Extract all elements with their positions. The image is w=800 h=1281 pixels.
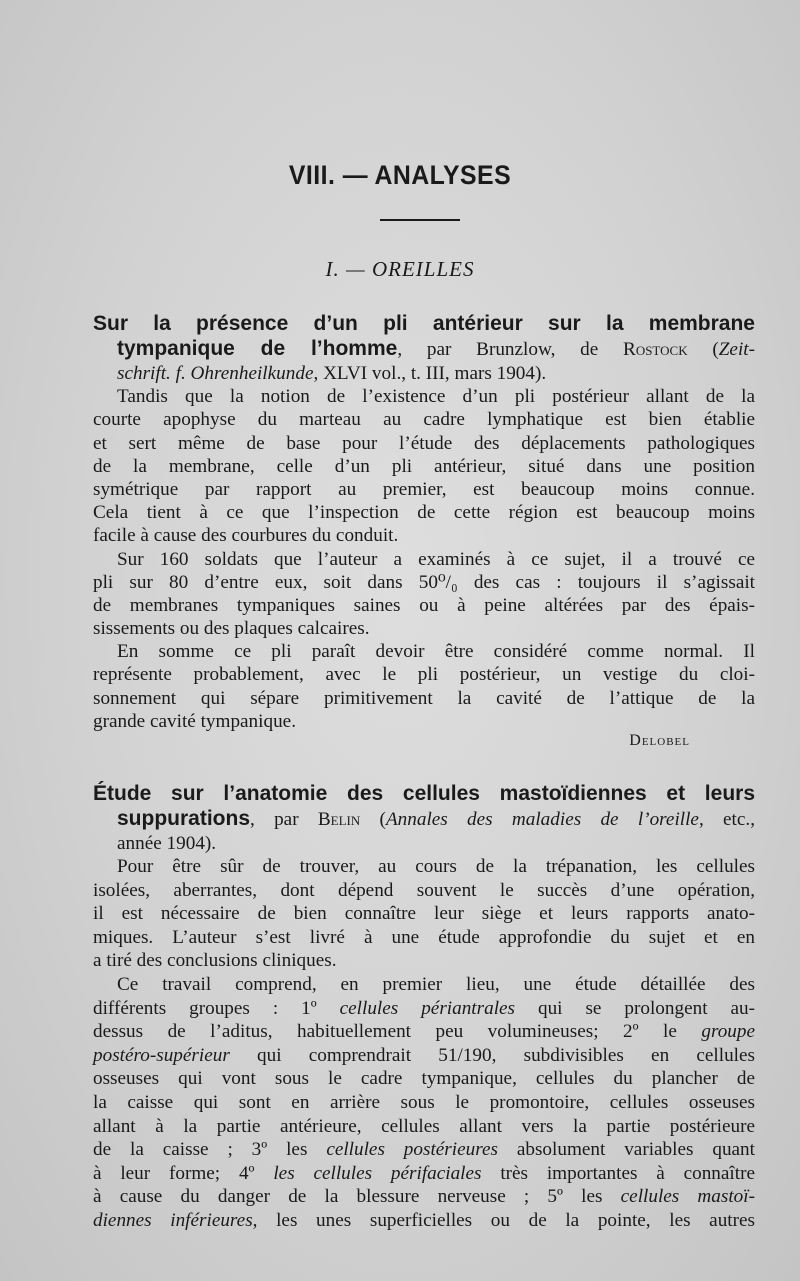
italic-run: cellules mastoï- bbox=[620, 1186, 755, 1208]
article-2-body-line bbox=[93, 1138, 755, 1162]
article-2-body-line bbox=[93, 1209, 755, 1233]
article-2-body-line: miques. L’auteur s’est livré à une étude approfondie du sujet et en bbox=[93, 926, 755, 948]
article-2-title-line-2 bbox=[93, 807, 755, 832]
italic-run: les cellules périfaciales bbox=[273, 1162, 482, 1184]
article-1-volume: , XLVI vol., t. III, mars 1904). bbox=[313, 363, 547, 384]
article-2-body-line: Ce travail comprend, en premier lieu, une étude détaillée des bbox=[117, 973, 755, 995]
article-2-body-line: Pour être sûr de trouver, au cours de la trépanation, les cellules bbox=[117, 856, 755, 877]
article-2-body-line: il est nécessaire de bien connaître leur siège et leurs rapports anato- bbox=[93, 903, 755, 925]
text-run: , les unes superficielles ou de la pointe, les autres bbox=[252, 1209, 755, 1231]
italic-run: groupe bbox=[701, 1021, 755, 1043]
article-1-body-line: pli sur 80 d’entre eux, soit dans 50⁰/₀ des cas : toujours il s’agissait bbox=[93, 571, 755, 593]
article-1-body-line: de membranes tympaniques saines ou à peine altérées par des épais- bbox=[93, 594, 755, 616]
article-2-body-line: isolées, aberrantes, dont dépend souvent le succès d’une opération, bbox=[93, 879, 755, 901]
article-2-body-line bbox=[93, 1020, 755, 1044]
article-1-body-line: courte apophyse du marteau au cadre lymphatique est bien établie bbox=[93, 409, 755, 431]
article-1-body-line: Sur 160 soldats que l’auteur a examinés à ce sujet, il a trouvé ce bbox=[117, 548, 755, 570]
article-1-body-line: facile à cause des courbures du conduit. bbox=[93, 525, 399, 547]
italic-run: cellules périantrales bbox=[339, 997, 516, 1019]
article-1-body-line: symétrique par rapport au premier, est beaucoup moins connue. bbox=[93, 478, 755, 500]
article-2-title-cont: suppurations bbox=[117, 807, 251, 830]
article-2-body-line: a tiré des conclusions cliniques. bbox=[93, 950, 337, 972]
article-2-byline: , par bbox=[250, 809, 318, 830]
sub-title: I. — OREILLES bbox=[325, 257, 475, 281]
article-1-body-line: de la membrane, celle d’un pli antérieur, situé dans une position bbox=[93, 455, 755, 477]
text-run: de la caisse ; 3º les bbox=[93, 1139, 327, 1161]
article-1-body-line: sissements ou des plaques calcaires. bbox=[93, 618, 370, 640]
article-2-paren: ( bbox=[360, 809, 386, 830]
article-1-body-line: Tandis que la notion de l’existence d’un pli postérieur allant de la bbox=[117, 386, 755, 408]
text-run: différents groupes : 1º bbox=[93, 997, 340, 1019]
italic-run: diennes inférieures bbox=[93, 1209, 253, 1231]
article-1-title-line-1 bbox=[93, 312, 755, 337]
text-run: très importantes à connaître bbox=[481, 1162, 755, 1184]
article-1-byline: , par Brunzlow, de bbox=[397, 339, 624, 360]
article-2-etc: , etc., bbox=[698, 809, 755, 830]
text-run: absolument variables quant bbox=[497, 1139, 755, 1161]
article-1-body-line: et sert même de base pour l’étude des déplacements pathologiques bbox=[93, 432, 755, 454]
article-2-body-line bbox=[93, 1162, 755, 1186]
article-1-body-line: grande cavité tympanique. bbox=[93, 710, 296, 732]
article-1-city: Rostock bbox=[623, 339, 688, 360]
article-1-body-line: En somme ce pli paraît devoir être considéré comme normal. Il bbox=[117, 641, 755, 663]
article-2-body-line bbox=[93, 997, 755, 1021]
article-1-journal-start: Zeit- bbox=[718, 339, 755, 360]
article-1 bbox=[93, 312, 755, 733]
article-1-body-line: Cela tient à ce que l’inspection de cette région est beaucoup moins bbox=[93, 502, 755, 524]
article-1-title-line-2 bbox=[93, 337, 755, 362]
text-run: à leur forme; 4º bbox=[93, 1162, 274, 1184]
article-2-title-line-1 bbox=[93, 782, 755, 807]
article-2-body-line: osseuses qui vont sous le cadre tympanique, cellules du plancher de bbox=[93, 1068, 755, 1090]
text-run: qui comprendrait 51/190, subdivisibles en cellules bbox=[229, 1044, 755, 1066]
article-2-heading bbox=[93, 782, 755, 856]
title-rule bbox=[380, 219, 460, 221]
article-1-signature: Delobel bbox=[629, 732, 690, 749]
italic-run: cellules postérieures bbox=[326, 1139, 498, 1161]
article-2-year-line: année 1904). bbox=[117, 833, 217, 854]
article-1-body-line: sonnement qui sépare primitivement la cavité de l’attique de la bbox=[93, 687, 755, 709]
article-2-body-line bbox=[93, 1185, 755, 1209]
text-run: dessus de l’aditus, habituellement peu volumineuses; 2º le bbox=[93, 1021, 702, 1043]
article-2-title: Étude sur l’anatomie des cellules mastoïdiennes et leurs bbox=[93, 782, 755, 805]
article-2-body-line: allant à la partie antérieure, cellules allant vers la partie postérieure bbox=[93, 1115, 755, 1137]
article-1-source-line bbox=[93, 362, 755, 385]
article-2-author: Belin bbox=[317, 809, 361, 830]
text-run: qui se prolongent au- bbox=[515, 997, 755, 1019]
article-2-body bbox=[93, 855, 755, 1233]
article-1-journal: schrift. f. Ohrenheilkunde bbox=[117, 363, 314, 384]
article-2-journal: Annales des maladies de l’oreille bbox=[385, 809, 699, 830]
text-run: à cause du danger de la blessure nerveuse ; 5º les bbox=[93, 1186, 621, 1208]
section-title: VIII. — ANALYSES bbox=[288, 160, 512, 190]
article-1-paren: ( bbox=[687, 339, 719, 360]
article-2-body-line bbox=[93, 1044, 755, 1068]
italic-run: postéro-supérieur bbox=[93, 1044, 230, 1066]
article-1-title: Sur la présence d’un pli antérieur sur la membrane bbox=[93, 312, 755, 335]
article-1-body-line: représente probablement, avec le pli postérieur, un vestige du cloi- bbox=[93, 664, 755, 686]
article-1-title-cont: tympanique de l’homme bbox=[117, 337, 398, 360]
article-2-body-line: la caisse qui sont en arrière sous le promontoire, cellules osseuses bbox=[93, 1091, 755, 1113]
